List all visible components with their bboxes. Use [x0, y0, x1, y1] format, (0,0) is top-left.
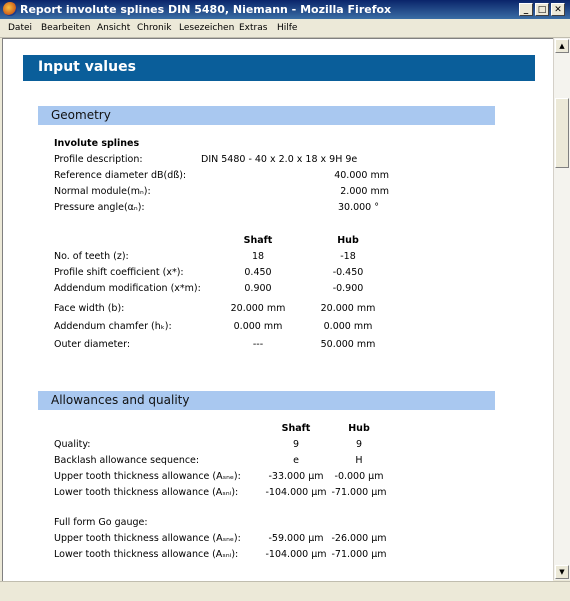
- table-cell-shaft: -59.000 µm: [268, 533, 324, 544]
- geometry-title: Geometry: [51, 108, 111, 122]
- table-cell-hub: H: [355, 455, 363, 466]
- menu-chronik[interactable]: Chronik: [137, 23, 172, 33]
- geometry-value: 30.000 °: [337, 202, 379, 213]
- status-bar: [0, 581, 570, 601]
- vertical-scrollbar[interactable]: [553, 38, 570, 580]
- scroll-up-arrow-icon[interactable]: ▲: [555, 39, 569, 53]
- table-cell-shaft: -33.000 µm: [268, 471, 324, 482]
- allowances-section-header: [38, 391, 495, 410]
- table-cell-hub: -0.450: [332, 267, 364, 278]
- geometry-label: Profile description:: [54, 154, 143, 165]
- table-row-label: Addendum modification (x*m):: [54, 283, 201, 294]
- table-row-label: Upper tooth thickness allowance (Aₛₙₑ):: [54, 533, 241, 544]
- menu-extras[interactable]: Extras: [239, 23, 268, 33]
- table-cell-hub: -0.900: [332, 283, 364, 294]
- allowances-title: Allowances and quality: [51, 393, 190, 407]
- close-button[interactable]: ✕: [551, 3, 565, 16]
- geometry-label: Pressure angle(αₙ):: [54, 202, 145, 213]
- table-cell-shaft: ---: [252, 339, 264, 350]
- geometry-value: 40.000 mm: [334, 170, 389, 181]
- table-cell-hub: -0.000 µm: [334, 471, 384, 482]
- minimize-button[interactable]: _: [519, 3, 533, 16]
- window-titlebar: [0, 0, 570, 19]
- geometry-value: DIN 5480 - 40 x 2.0 x 18 x 9H 9e: [201, 154, 358, 165]
- table-row-label: Upper tooth thickness allowance (Aₛₙₑ):: [54, 471, 241, 482]
- table-cell-shaft: e: [293, 455, 299, 466]
- geometry-label: Reference diameter dB(dß):: [54, 170, 187, 181]
- table-cell-shaft: 0.900: [244, 283, 272, 294]
- page-viewport: [2, 38, 553, 581]
- table-cell-shaft: 9: [292, 439, 300, 450]
- table-cell-hub: -18: [340, 251, 356, 262]
- scroll-down-arrow-icon[interactable]: ▼: [555, 565, 569, 579]
- table-row-label: Addendum chamfer (hₖ):: [54, 321, 172, 332]
- geometry-section-header: [38, 106, 495, 125]
- table-row-label: Profile shift coefficient (x*):: [54, 267, 184, 278]
- geometry-label: Normal module(mₙ):: [54, 186, 151, 197]
- table-cell-shaft: 18: [251, 251, 265, 262]
- table-cell-hub: -71.000 µm: [331, 487, 387, 498]
- input-values-title: Input values: [38, 59, 136, 75]
- table-cell-shaft: -104.000 µm: [265, 487, 327, 498]
- table-cell-hub: 9: [355, 439, 363, 450]
- gauge-label: Full form Go gauge:: [54, 517, 148, 528]
- geometry-col-shaft: Shaft: [243, 235, 273, 246]
- table-cell-hub: 20.000 mm: [320, 303, 376, 314]
- menu-bearbeiten[interactable]: Bearbeiten: [41, 23, 91, 33]
- table-row-label: Quality:: [54, 439, 91, 450]
- table-cell-hub: 0.000 mm: [323, 321, 373, 332]
- table-cell-hub: -71.000 µm: [331, 549, 387, 560]
- menu-lesezeichen[interactable]: Lesezeichen: [179, 23, 235, 33]
- geometry-col-hub: Hub: [337, 235, 359, 246]
- menu-bar: [0, 19, 570, 38]
- menu-ansicht[interactable]: Ansicht: [97, 23, 131, 33]
- geometry-value: 2.000 mm: [340, 186, 389, 197]
- table-row-label: Lower tooth thickness allowance (Aₛₙᵢ):: [54, 487, 239, 498]
- allowances-col-hub: Hub: [348, 423, 370, 434]
- table-row-label: Outer diameter:: [54, 339, 131, 350]
- table-cell-hub: 50.000 mm: [320, 339, 376, 350]
- table-cell-shaft: 0.450: [244, 267, 272, 278]
- firefox-icon: [3, 2, 17, 16]
- table-cell-shaft: 0.000 mm: [233, 321, 283, 332]
- table-cell-shaft: -104.000 µm: [265, 549, 327, 560]
- maximize-button[interactable]: □: [535, 3, 549, 16]
- scrollbar-thumb[interactable]: [555, 98, 569, 168]
- table-row-label: No. of teeth (z):: [54, 251, 129, 262]
- table-row-label: Backlash allowance sequence:: [54, 455, 200, 466]
- input-values-header: [23, 55, 535, 81]
- menu-datei[interactable]: Datei: [8, 23, 33, 33]
- table-cell-hub: -26.000 µm: [331, 533, 387, 544]
- involute-splines-subtitle: Involute splines: [54, 138, 140, 149]
- table-row-label: Lower tooth thickness allowance (Aₛₙᵢ):: [54, 549, 239, 560]
- window-title: Report involute splines DIN 5480, Niemann - Mozilla Firefox: [20, 3, 392, 16]
- allowances-col-shaft: Shaft: [281, 423, 311, 434]
- menu-hilfe[interactable]: Hilfe: [277, 23, 298, 33]
- table-row-label: Face width (b):: [54, 303, 125, 314]
- table-cell-shaft: 20.000 mm: [230, 303, 286, 314]
